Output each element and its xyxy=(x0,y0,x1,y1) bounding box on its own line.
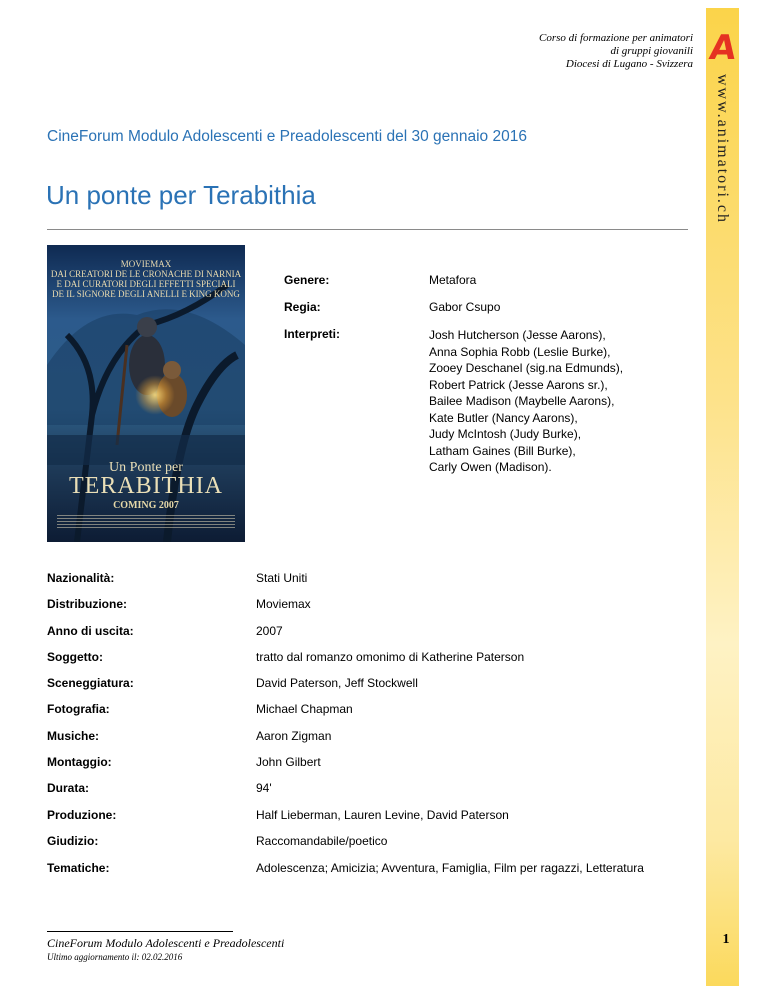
page-number: 1 xyxy=(722,932,730,947)
regia-value: Gabor Csupo xyxy=(429,300,501,314)
interpreti-label: Interpreti: xyxy=(284,327,341,341)
poster-tagline xyxy=(47,259,245,299)
nazionalita-label: Nazionalità: xyxy=(47,571,115,585)
poster-title-line1: Un Ponte per xyxy=(109,460,183,475)
document-subtitle: CineForum Modulo Adolescenti e Preadolescenti del 30 gennaio 2016 xyxy=(47,128,527,145)
cast-member: Carly Owen (Madison). xyxy=(429,460,552,474)
cast-member: Bailee Madison (Maybelle Aarons), xyxy=(429,394,615,408)
footer-title: CineForum Modulo Adolescenti e Preadolescenti xyxy=(47,936,285,950)
cast-member: Kate Butler (Nancy Aarons), xyxy=(429,410,578,425)
sceneggiatura-value: David Paterson, Jeff Stockwell xyxy=(256,676,418,690)
cast-member: Anna Sophia Robb (Leslie Burke), xyxy=(429,344,611,359)
produzione-value: Half Lieberman, Lauren Levine, David Paterson xyxy=(256,808,509,822)
footer-last-updated: Ultimo aggiornamento il: 02.02.2016 xyxy=(47,952,183,962)
poster-title-line2: TERABITHIA xyxy=(69,473,223,499)
montaggio-label: Montaggio: xyxy=(47,755,112,769)
header-organization xyxy=(539,32,693,71)
giudizio-label: Giudizio: xyxy=(47,834,99,848)
fotografia-value: Michael Chapman xyxy=(256,702,353,716)
soggetto-label: Soggetto: xyxy=(47,650,103,664)
genere-value: Metafora xyxy=(429,273,477,287)
soggetto-value: tratto dal romanzo omonimo di Katherine Paterson xyxy=(256,650,525,664)
produzione-label: Produzione: xyxy=(47,808,117,822)
nazionalita-value: Stati Uniti xyxy=(256,571,308,585)
durata-value: 94' xyxy=(256,781,272,795)
footer-divider xyxy=(47,931,233,932)
anno-label: Anno di uscita: xyxy=(47,624,134,638)
cast-member: Josh Hutcherson (Jesse Aarons), xyxy=(429,328,606,342)
fotografia-label: Fotografia: xyxy=(47,702,110,716)
cast-member: Zooey Deschanel (sig.na Edmunds), xyxy=(429,361,624,375)
header-line: Corso di formazione per animatori xyxy=(538,32,693,44)
anno-value: 2007 xyxy=(256,624,283,638)
sceneggiatura-label: Sceneggiatura: xyxy=(47,676,134,690)
animatori-logo: A xyxy=(707,28,739,68)
poster-studio: MOVIEMAX xyxy=(120,259,172,269)
giudizio-value: Raccomandabile/poetico xyxy=(256,834,388,848)
poster-tagline-line: DAI CREATORI DE LE CRONACHE DI NARNIA xyxy=(50,269,242,279)
cast-member: Latham Gaines (Bill Burke), xyxy=(429,443,576,458)
poster-coming: COMING 2007 xyxy=(113,500,179,511)
tematiche-value: Adolescenza; Amicizia; Avventura, Famiglia, Film per ragazzi, Letteratura xyxy=(256,861,644,875)
lantern-glow xyxy=(135,375,175,415)
poster-tagline-line: E DAI CURATORI DEGLI EFFETTI SPECIALI xyxy=(56,279,236,289)
poster-tagline-line: DE IL SIGNORE DEGLI ANELLI E KING KONG xyxy=(52,289,240,299)
interpreti-list xyxy=(429,327,623,476)
distribuzione-label: Distribuzione: xyxy=(47,597,127,611)
poster-credits xyxy=(57,515,235,529)
genere-label: Genere: xyxy=(284,273,330,287)
musiche-value: Aaron Zigman xyxy=(256,729,332,743)
website-url: www.animatori.ch xyxy=(714,73,731,225)
document-title: Un ponte per Terabithia xyxy=(46,180,316,210)
cast-member: Judy McIntosh (Judy Burke), xyxy=(429,427,582,441)
regia-label: Regia: xyxy=(284,300,321,314)
musiche-label: Musiche: xyxy=(47,729,100,743)
distribuzione-value: Moviemax xyxy=(256,597,311,611)
tematiche-label: Tematiche: xyxy=(47,861,110,875)
montaggio-value: John Gilbert xyxy=(256,755,321,769)
durata-label: Durata: xyxy=(47,781,90,795)
title-divider xyxy=(47,229,688,230)
movie-poster xyxy=(47,245,245,542)
header-line: di gruppi giovanili xyxy=(610,45,693,57)
header-line: Diocesi di Lugano - Svizzera xyxy=(565,58,693,70)
cast-member: Robert Patrick (Jesse Aarons sr.), xyxy=(429,377,608,392)
